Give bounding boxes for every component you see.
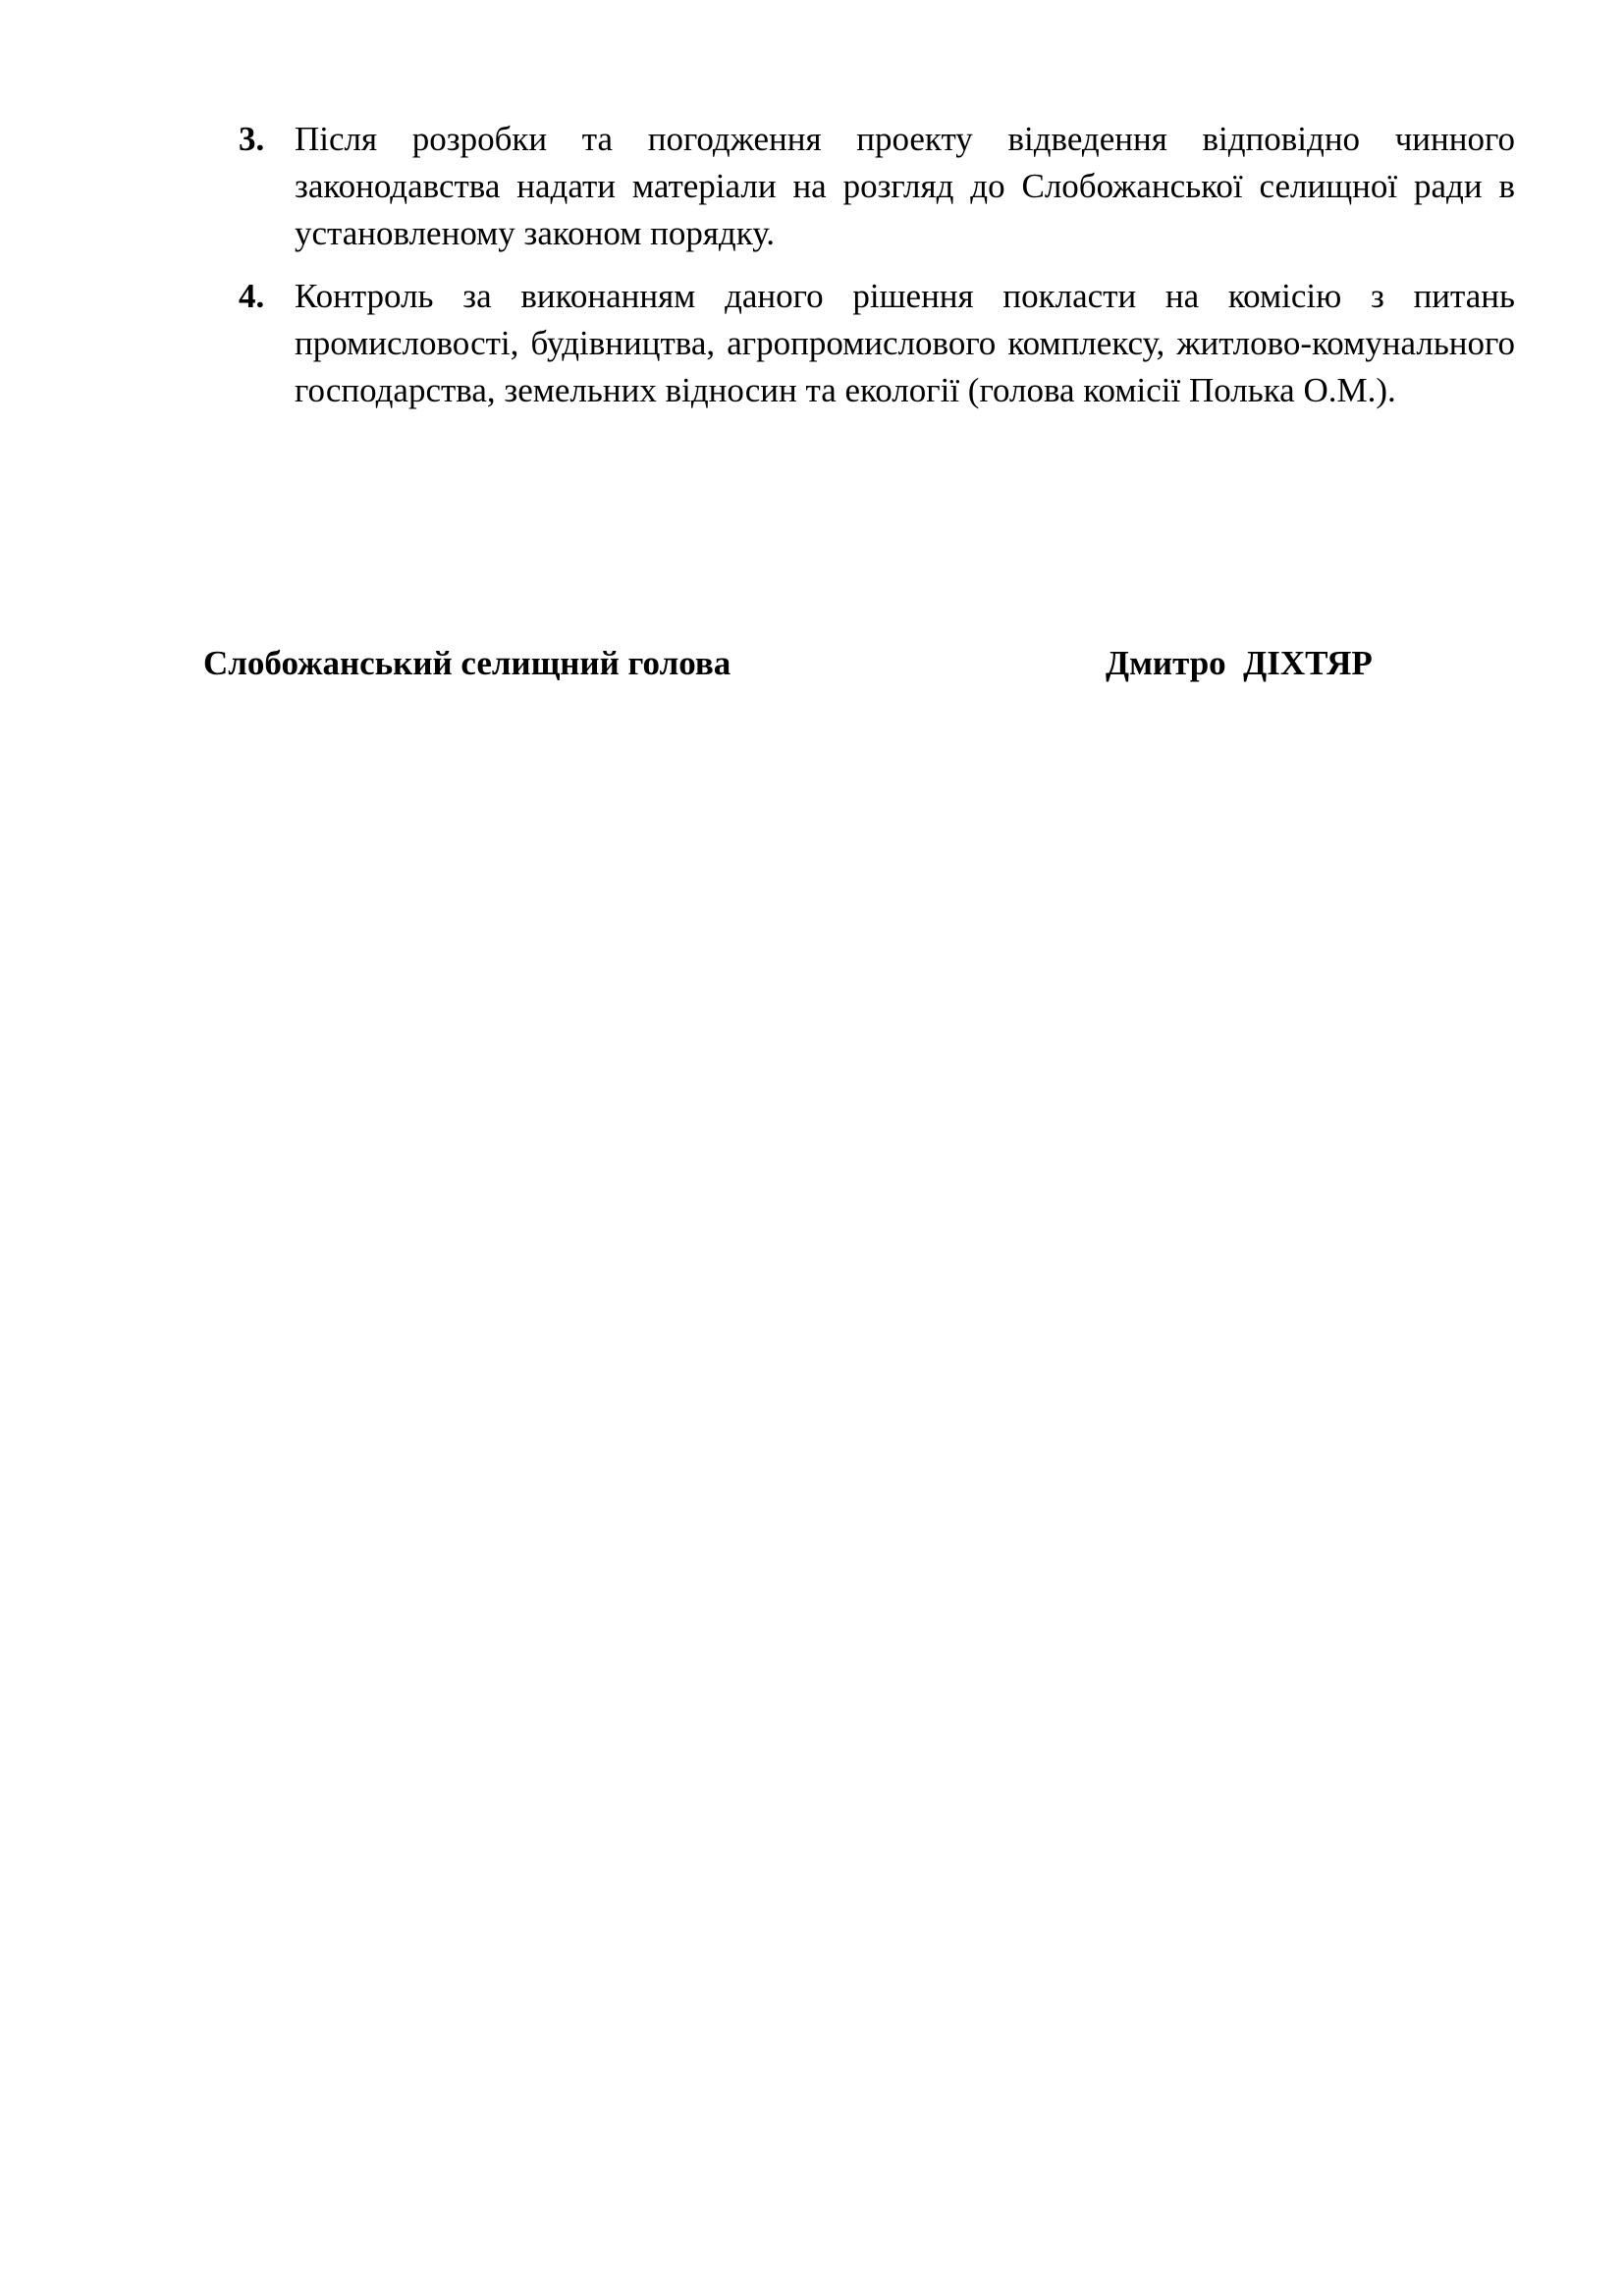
signature-block [203, 640, 1411, 689]
decision-item [239, 116, 1515, 257]
signature-title: Слобожанський селищний голова [203, 644, 731, 682]
item-text: Контроль за виконанням даного рішення покласти на комісію з питань промисловості, будівництва, агропромислового комплексу, житлово-комунального господарства, земельних відносин та екології (голова комісії Полька О.М.). [295, 277, 1515, 409]
item-number: 3. [239, 120, 265, 158]
decision-items-list [239, 116, 1515, 430]
decision-item [239, 273, 1515, 414]
item-number: 4. [239, 277, 265, 315]
item-text: Після розробки та погодження проекту відведення відповідно чинного законодавства надати матеріали на розгляд до Слобожанської селищної ради в установленому законом порядку. [295, 120, 1515, 252]
signature-name: Дмитро ДІХТЯР [1106, 644, 1373, 682]
